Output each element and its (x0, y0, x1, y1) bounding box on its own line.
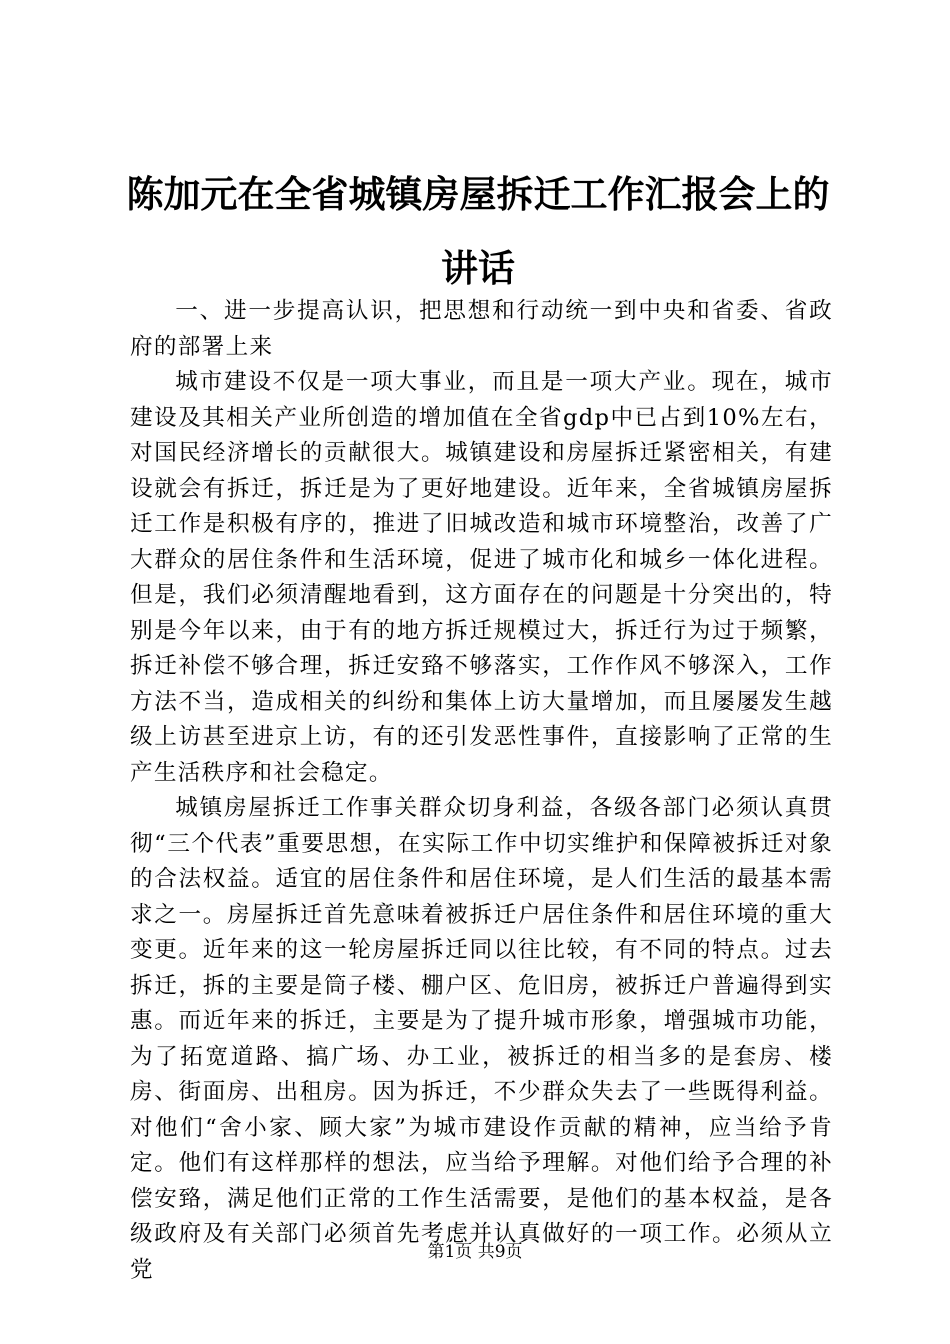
body-paragraph: 城镇房屋拆迁工作事关群众切身利益，各级各部门必须认真贯彻“三个代表”重要思想，在实际工作中切实维护和保障被拆迁对象的合法权益。适宜的居住条件和居住环境，是人们生活的最基本需求之一。房屋拆迁首先意味着被拆迁户居住条件和居住环境的重大变更。近年来的这一轮房屋拆迁同以往比较，有不同的特点。过去拆迁，拆的主要是筒子楼、棚户区、危旧房，被拆迁户普遍得到实惠。而近年来的拆迁，主要是为了提升城市形象，增强城市功能，为了拓宽道路、搞广场、办工业，被拆迁的相当多的是套房、楼房、街面房、出租房。因为拆迁，不少群众失去了一些既得利益。对他们“舍小家、顾大家”为城市建设作贡献的精神，应当给予肯定。他们有这样那样的想法，应当给予理解。对他们给予合理的补偿安臵，满足他们正常的工作生活需要，是他们的基本权益，是各级政府及有关部门必须首先考虑并认真做好的一项工作。必须从立党 (130, 795, 833, 1283)
section-heading: 一、进一步提高认识，把思想和行动统一到中央和省委、省政府的部署上来 (130, 298, 833, 360)
page-number: 第1页 共9页 (427, 1242, 523, 1262)
document-body (130, 294, 833, 1288)
body-paragraph: 城市建设不仅是一项大事业，而且是一项大产业。现在，城市建设及其相关产业所创造的增加值在全省gdp中已占到10%左右，对国民经济增长的贡献很大。城镇建设和房屋拆迁紧密相关，有建设就会有拆迁，拆迁是为了更好地建设。近年来，全省城镇房屋拆迁工作是积极有序的，推进了旧城改造和城市环境整治，改善了广大群众的居住条件和生活环境，促进了城市化和城乡一体化进程。但是，我们必须清醒地看到，这方面存在的问题是十分突出的，特别是今年以来，由于有的地方拆迁规模过大，拆迁行为过于频繁，拆迁补偿不够合理，拆迁安臵不够落实，工作作风不够深入，工作方法不当，造成相关的纠纷和集体上访大量增加，而且屡屡发生越级上访甚至进京上访，有的还引发恶性事件，直接影响了正常的生产生活秩序和社会稳定。 (130, 369, 833, 786)
document-title: 陈加元在全省城镇房屋拆迁工作汇报会上的讲话 (126, 173, 830, 290)
